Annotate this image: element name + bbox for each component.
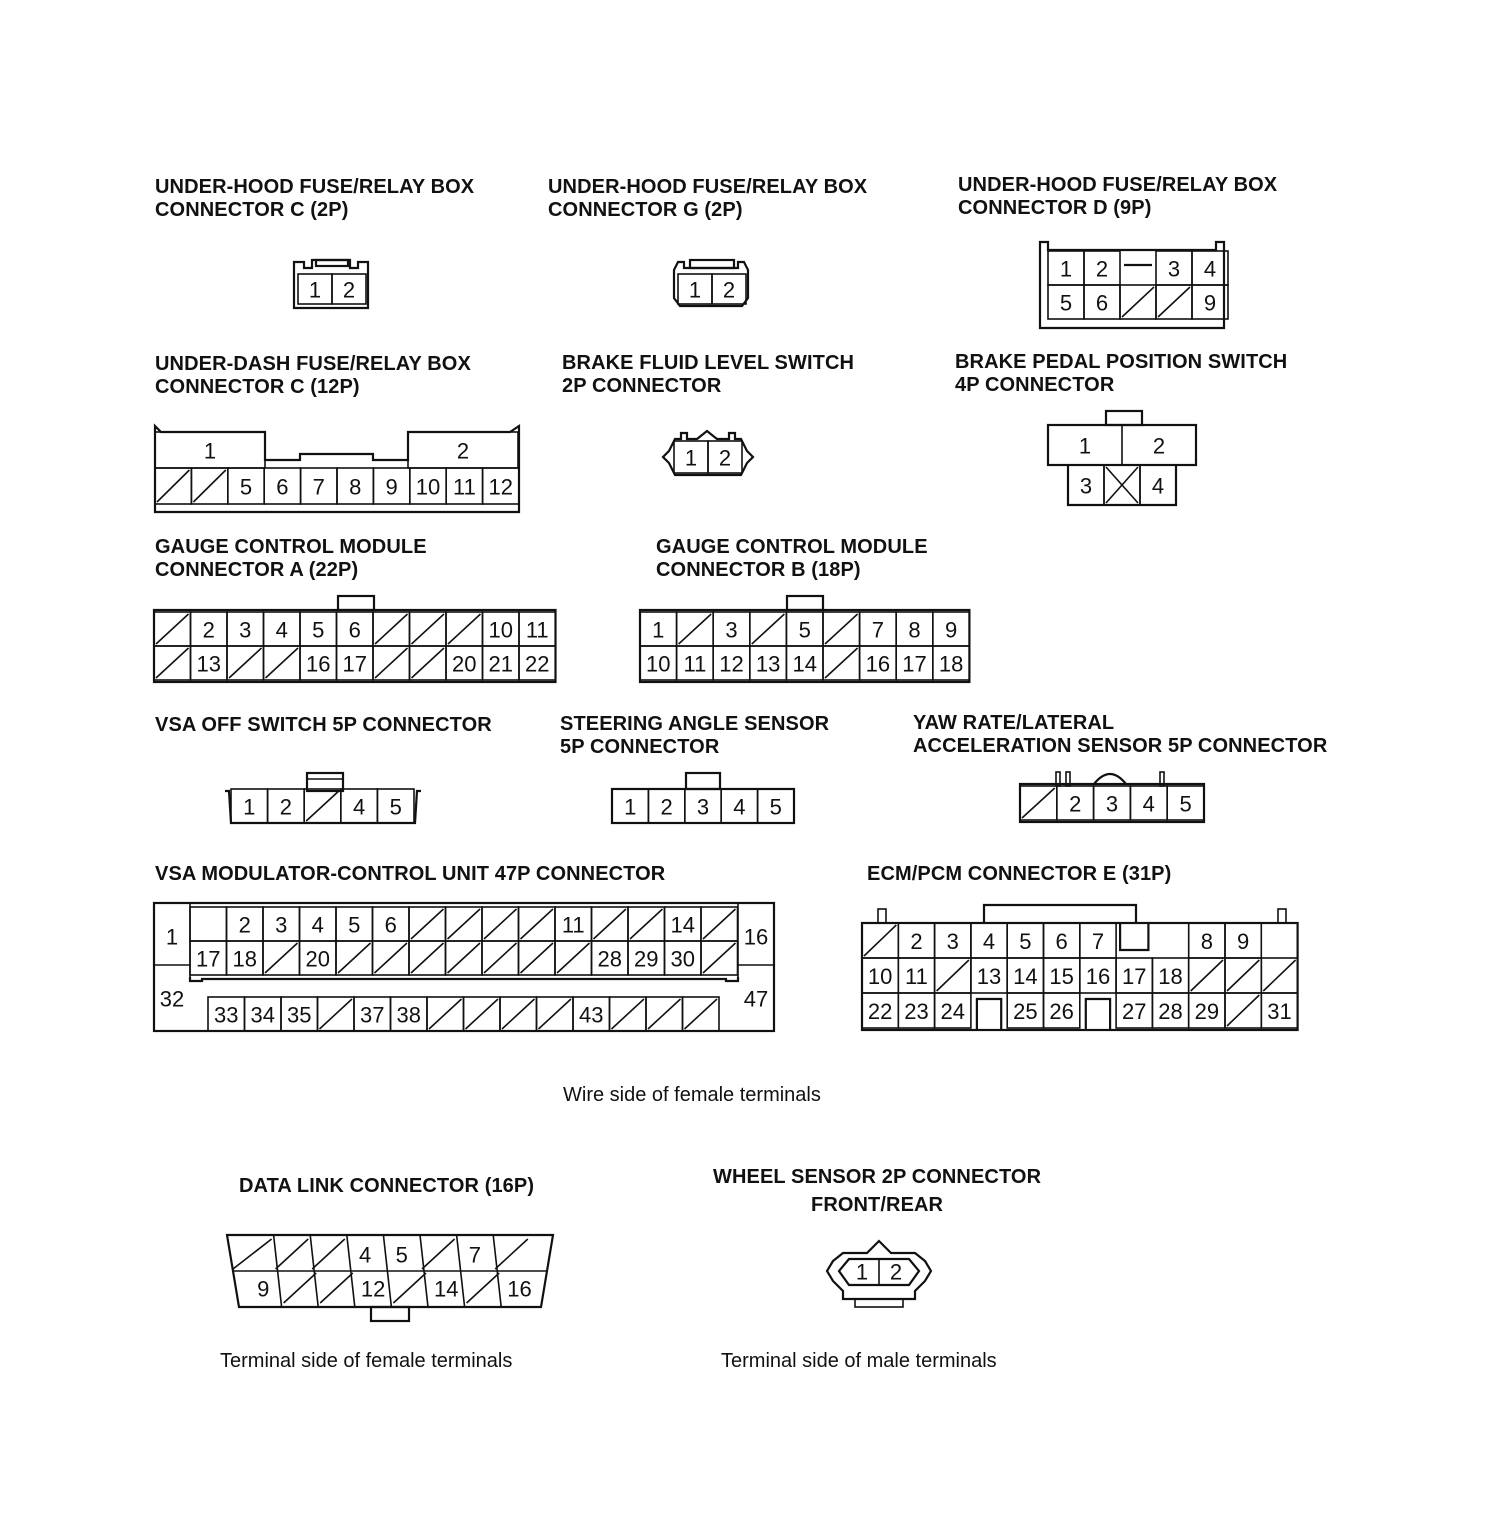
pin-number: 14 — [1013, 964, 1038, 989]
blank-cavity-slash — [233, 1239, 272, 1269]
pin-number: 29 — [634, 946, 659, 972]
blank-cavity-slash — [937, 960, 969, 991]
pin-number: 7 — [1091, 929, 1105, 954]
blank-cavity-slash — [521, 943, 554, 973]
title-line: 4P CONNECTOR — [955, 374, 1115, 396]
blank-cavity-slash — [521, 909, 554, 939]
title-under-dash-connector-c — [155, 353, 471, 399]
blank-cavity-slash — [467, 1273, 500, 1303]
pin-number: 10 — [415, 474, 441, 500]
pin-number: 29 — [1194, 999, 1220, 1024]
blank-cavity-slash — [306, 791, 339, 821]
title-line: GAUGE CONTROL MODULE — [155, 536, 427, 558]
pin-number: 21 — [488, 651, 513, 677]
blank-cavity-slash — [265, 943, 298, 973]
blank-cavity-slash — [1022, 788, 1055, 818]
key-rib — [855, 1299, 903, 1307]
pin-number: 2 — [238, 912, 251, 938]
pin-number: 7 — [468, 1242, 482, 1268]
pin-number: 3 — [1167, 256, 1181, 282]
pin-number: 2 — [1069, 791, 1082, 817]
blank-cavity-slash — [156, 648, 189, 678]
blank-cavity-slash — [484, 943, 517, 973]
title-line: CONNECTOR B (18P) — [656, 559, 861, 581]
pin-number: 32 — [159, 986, 185, 1012]
blank-cavity-slash — [679, 614, 712, 644]
pin-number: 3 — [1105, 791, 1119, 817]
pin-number: 11 — [525, 617, 549, 643]
pin-number: 34 — [250, 1002, 275, 1028]
pin-number: 5 — [769, 794, 782, 820]
title-line: BRAKE PEDAL POSITION SWITCH — [955, 351, 1288, 373]
connector-brake-pedal — [1040, 405, 1210, 515]
blank-cavity-slash — [229, 648, 262, 678]
blank-cavity-slash — [320, 999, 353, 1029]
connector-gauge-b — [630, 590, 980, 690]
pin-number: 30 — [670, 946, 695, 972]
connector-yaw-rate — [1010, 760, 1220, 835]
pin-number: 47 — [743, 986, 769, 1012]
caption-terminal-side-female: Terminal side of female terminals — [220, 1350, 513, 1372]
pin-number: 2 — [1152, 433, 1166, 459]
pin-number: 3 — [239, 617, 252, 643]
pin-number: 10 — [646, 651, 671, 677]
connector-ecm-pcm — [850, 895, 1315, 1040]
latch-post — [878, 909, 886, 923]
pin-number: 9 — [385, 474, 398, 500]
blank-cavity-slash — [752, 614, 785, 644]
pin-number: 4 — [982, 929, 996, 954]
caption-terminal-side-male: Terminal side of male terminals — [721, 1350, 997, 1372]
pin-number: 10 — [867, 964, 893, 989]
pin-number: 5 — [798, 617, 811, 643]
pin-number: 23 — [904, 999, 929, 1024]
title-under-hood-connector-c — [155, 176, 474, 222]
pin-number: 3 — [696, 794, 710, 820]
pin-number: 18 — [938, 651, 964, 677]
title-yaw-rate — [913, 712, 1327, 758]
title-brake-fluid-level — [562, 352, 854, 398]
pin-number: 12 — [488, 474, 514, 500]
title-line: STEERING ANGLE SENSOR — [560, 713, 830, 735]
pin-number: 1 — [203, 438, 217, 464]
pin-number: 6 — [1055, 929, 1068, 954]
blank-cavity-slash — [495, 1239, 528, 1269]
title-gauge-control-a — [155, 536, 427, 582]
pin-number: 2 — [279, 794, 293, 820]
pin-number: 8 — [349, 474, 362, 500]
connector-gauge-a — [145, 590, 565, 690]
locking-tab — [316, 260, 348, 266]
pin-number: 13 — [755, 651, 781, 677]
pin-number: 6 — [276, 474, 289, 500]
blank-cavity-slash — [193, 470, 225, 502]
blank-cavity-slash — [312, 1239, 345, 1269]
blank-cavity-slash — [157, 470, 189, 502]
pin-number: 16 — [865, 651, 891, 677]
pin-number: 2 — [660, 794, 673, 820]
pin-number: 18 — [1158, 964, 1183, 989]
pin-number: 43 — [579, 1002, 604, 1028]
caption-wire-side-female: Wire side of female terminals — [563, 1084, 821, 1106]
pin-number: 4 — [358, 1242, 372, 1268]
blank-cavity-slash — [411, 909, 444, 939]
pin-number: 3 — [1079, 473, 1093, 499]
blank-cavity-slash — [1158, 287, 1190, 317]
connector-outline — [294, 260, 368, 308]
pin-number: 1 — [165, 924, 179, 950]
connector-under-hood-c — [280, 250, 390, 320]
connector-vsa-off — [215, 765, 435, 835]
pin-number: 2 — [456, 438, 470, 464]
title-line: ECM/PCM CONNECTOR E (31P) — [867, 863, 1172, 885]
locking-tab — [686, 773, 720, 789]
pin-number: 22 — [525, 651, 550, 677]
pin-number: 16 — [743, 924, 769, 950]
blank-cavity-slash — [539, 999, 572, 1029]
pin-number: 7 — [871, 617, 885, 643]
title-line: CONNECTOR C (12P) — [155, 376, 360, 398]
latch-post — [1278, 909, 1286, 923]
pin-number: 4 — [1142, 791, 1155, 817]
pin-number: 13 — [976, 964, 1002, 989]
blank-cavity-slash — [448, 943, 481, 973]
pin-number: 37 — [360, 1002, 385, 1028]
pin-number: 28 — [1158, 999, 1183, 1024]
title-line: FRONT/REAR — [811, 1194, 944, 1216]
blank-cavity-slash — [1227, 960, 1259, 991]
pin-number: 5 — [239, 474, 253, 500]
pin-number: 4 — [352, 794, 366, 820]
connector-brake-fluid — [655, 425, 765, 495]
locking-tab — [690, 260, 734, 268]
blank-cavity-slash — [1227, 995, 1259, 1026]
pin-number: 15 — [1049, 964, 1074, 989]
blank-cavity-slash — [266, 648, 299, 678]
title-line: CONNECTOR G (2P) — [548, 199, 743, 221]
pin-number: 5 — [1179, 791, 1192, 817]
blank-cavity-slash — [557, 943, 590, 973]
pin-number: 1 — [684, 445, 698, 471]
connector-data-link — [215, 1225, 575, 1330]
blank-cavity-slash — [375, 614, 408, 644]
pin-number: 4 — [733, 794, 746, 820]
pin-number: 3 — [275, 912, 288, 938]
pin-number: 11 — [561, 912, 585, 938]
pin-number: 2 — [722, 277, 736, 303]
pin-number: 6 — [384, 912, 397, 938]
pin-number: 9 — [1203, 290, 1217, 316]
blank-cavity-slash — [448, 909, 481, 939]
blank-cavity-slash — [594, 909, 627, 939]
title-data-link — [239, 1175, 534, 1198]
title-line: WHEEL SENSOR 2P CONNECTOR — [713, 1166, 1042, 1188]
pin-number: 12 — [719, 651, 744, 677]
title-vsa-off-switch — [155, 714, 492, 737]
pin-number: 2 — [718, 445, 732, 471]
blank-cavity-slash — [502, 999, 535, 1029]
pin-number: 9 — [257, 1276, 270, 1302]
title-brake-pedal-position — [955, 351, 1287, 397]
blank-cavity-slash — [612, 999, 645, 1029]
notch — [1120, 923, 1148, 950]
pin-number: 11 — [683, 651, 707, 677]
blank-cavity-slash — [484, 909, 517, 939]
title-under-hood-connector-d — [958, 174, 1277, 220]
connector-outline — [190, 977, 738, 981]
title-vsa-modulator — [155, 863, 665, 886]
title-line: UNDER-HOOD FUSE/RELAY BOX — [958, 174, 1278, 196]
pin-number: 5 — [389, 794, 402, 820]
title-line: UNDER-DASH FUSE/RELAY BOX — [155, 353, 471, 375]
pin-number: 5 — [395, 1242, 408, 1268]
blank-cavity-slash — [422, 1239, 455, 1269]
pin-number: 14 — [434, 1276, 459, 1302]
title-line: UNDER-HOOD FUSE/RELAY BOX — [155, 176, 475, 198]
pin-number: 16 — [306, 651, 331, 677]
pin-number: 3 — [946, 929, 959, 954]
blank-cavity-slash — [825, 614, 858, 644]
blank-cavity-slash — [412, 648, 445, 678]
pin-number: 1 — [243, 794, 256, 820]
title-line: ACCELERATION SENSOR 5P CONNECTOR — [913, 735, 1328, 757]
locking-tab — [1106, 411, 1142, 425]
pin-number: 17 — [342, 651, 367, 677]
title-wheel-sensor — [713, 1163, 1041, 1219]
pin-number: 5 — [1019, 929, 1032, 954]
pin-number: 10 — [488, 617, 513, 643]
blank-cavity-slash — [156, 614, 189, 644]
pin-number: 2 — [910, 929, 923, 954]
pin-number: 18 — [232, 946, 257, 972]
title-line: CONNECTOR D (9P) — [958, 197, 1152, 219]
pin-number: 35 — [287, 1002, 312, 1028]
pin-cavity — [190, 907, 227, 941]
pin-number: 11 — [452, 474, 476, 500]
pin-number: 11 — [905, 964, 928, 989]
pin-number: 9 — [1237, 929, 1250, 954]
blank-cavity-slash — [703, 943, 736, 973]
connector-vsa-modulator — [145, 895, 785, 1040]
pin-number: 5 — [312, 617, 325, 643]
title-line: GAUGE CONTROL MODULE — [656, 536, 928, 558]
title-line: 5P CONNECTOR — [560, 736, 720, 758]
pin-number: 1 — [624, 794, 637, 820]
notch — [977, 999, 1001, 1030]
pin-number: 1 — [308, 277, 322, 303]
pin-number: 17 — [196, 946, 221, 972]
pin-number: 1 — [1059, 256, 1073, 282]
pin-number: 9 — [944, 617, 958, 643]
pin-number: 2 — [1095, 256, 1109, 282]
pin-number: 31 — [1267, 999, 1292, 1024]
pin-number: 33 — [214, 1002, 239, 1028]
title-line: CONNECTOR C (2P) — [155, 199, 349, 221]
pin-number: 7 — [312, 474, 325, 500]
pin-number: 12 — [360, 1276, 386, 1302]
title-line: UNDER-HOOD FUSE/RELAY BOX — [548, 176, 868, 198]
blank-cavity-slash — [825, 648, 858, 678]
title-line: 2P CONNECTOR — [562, 375, 722, 397]
connector-steering-angle — [600, 765, 810, 835]
blank-cavity-slash — [648, 999, 681, 1029]
pin-number: 17 — [1122, 964, 1147, 989]
pin-number: 1 — [688, 277, 702, 303]
pin-number: 13 — [196, 651, 221, 677]
title-line: DATA LINK CONNECTOR (16P) — [239, 1175, 535, 1197]
pin-number: 38 — [396, 1002, 421, 1028]
pin-number: 16 — [507, 1276, 532, 1302]
connector-under-hood-g — [660, 250, 770, 320]
blank-cavity-slash — [703, 909, 736, 939]
pin-number: 27 — [1122, 999, 1147, 1024]
pin-number: 4 — [311, 912, 324, 938]
title-gauge-control-b — [656, 536, 928, 582]
pin-number: 4 — [1203, 256, 1217, 282]
blank-cavity-slash — [375, 648, 408, 678]
pin-number: 4 — [275, 617, 288, 643]
connector-wheel-sensor — [815, 1235, 945, 1320]
blank-cavity-slash — [411, 943, 444, 973]
blank-cavity-slash — [1263, 960, 1295, 991]
connector-under-dash-c — [145, 420, 530, 520]
pin-number: 2 — [889, 1259, 903, 1285]
pin-number: 2 — [342, 277, 356, 303]
title-line: YAW RATE/LATERAL — [913, 712, 1115, 734]
pin-number: 6 — [348, 617, 361, 643]
pin-number: 24 — [940, 999, 965, 1024]
blank-cavity-slash — [276, 1239, 309, 1269]
pin-number: 1 — [1078, 433, 1092, 459]
blank-cavity-slash — [429, 999, 462, 1029]
pin-number: 8 — [1200, 929, 1213, 954]
pin-number: 16 — [1085, 964, 1111, 989]
pin-number: 8 — [908, 617, 921, 643]
blank-cavity-slash — [630, 909, 663, 939]
pin-number: 25 — [1013, 999, 1038, 1024]
blank-cavity-slash — [338, 943, 371, 973]
pin-number: 5 — [348, 912, 361, 938]
locking-tab — [371, 1307, 409, 1321]
blank-cavity-slash — [685, 999, 718, 1029]
blank-cavity-slash — [284, 1273, 317, 1303]
blank-cavity-slash — [375, 943, 408, 973]
locking-tab — [984, 905, 1136, 923]
pin-number: 17 — [902, 651, 927, 677]
blank-cavity-slash — [864, 925, 896, 956]
pin-number: 22 — [867, 999, 893, 1024]
blank-cavity-slash — [1191, 960, 1223, 991]
pin-number: 6 — [1095, 290, 1109, 316]
title-line: BRAKE FLUID LEVEL SWITCH — [562, 352, 855, 374]
pin-number: 20 — [305, 946, 330, 972]
pin-number: 14 — [792, 651, 817, 677]
blank-cavity-slash — [466, 999, 499, 1029]
title-line: VSA OFF SWITCH 5P CONNECTOR — [155, 714, 492, 736]
notch — [1086, 999, 1110, 1030]
connector-under-hood-d — [1030, 236, 1240, 336]
blank-cavity-slash — [320, 1273, 353, 1303]
blank-cavity-slash — [412, 614, 445, 644]
pin-number: 20 — [452, 651, 477, 677]
title-steering-angle — [560, 713, 829, 759]
blank-cavity-slash — [393, 1273, 426, 1303]
title-under-hood-connector-g — [548, 176, 867, 222]
locking-tab — [338, 596, 374, 610]
pin-number: 3 — [725, 617, 738, 643]
blank-cavity-slash — [448, 614, 481, 644]
pin-number: 1 — [855, 1259, 869, 1285]
blank-cavity-slash — [1122, 287, 1154, 317]
title-line: CONNECTOR A (22P) — [155, 559, 359, 581]
pin-number: 5 — [1059, 290, 1073, 316]
pin-number: 28 — [597, 946, 622, 972]
pin-number: 14 — [670, 912, 695, 938]
title-line: VSA MODULATOR-CONTROL UNIT 47P CONNECTOR — [155, 863, 666, 885]
title-ecm-pcm — [867, 863, 1171, 886]
connector-outline — [1094, 774, 1126, 784]
pin-number: 2 — [202, 617, 215, 643]
pin-number: 26 — [1049, 999, 1074, 1024]
locking-tab — [787, 596, 823, 610]
pin-number: 1 — [652, 617, 665, 643]
pin-number: 4 — [1151, 473, 1165, 499]
